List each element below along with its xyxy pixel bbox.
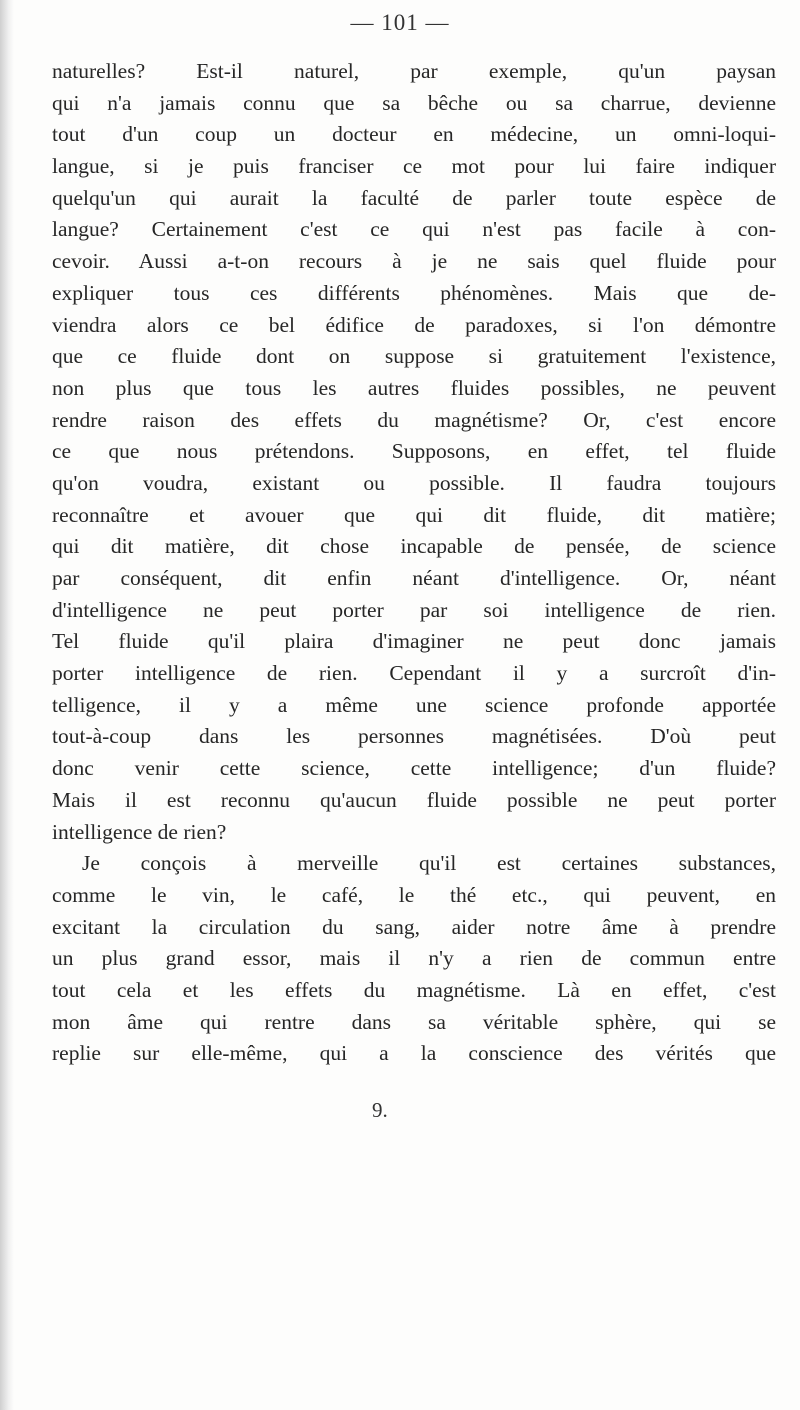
text-line: quelqu'un qui aurait la faculté de parler toute espèce de [52, 185, 776, 210]
text-line: qui dit matière, dit chose incapable de pensée, de science [52, 534, 776, 559]
text-line-paragraph-end: intelligence de rien? [52, 819, 227, 844]
text-line: replie sur elle-même, qui a la conscience des vérités que [52, 1041, 776, 1066]
text-line: cevoir. Aussi a-t-on recours à je ne sais quel fluide pour [52, 249, 776, 274]
text-line: qu'on voudra, existant ou possible. Il faudra toujours [52, 470, 776, 495]
text-line: tout d'un coup un docteur en médecine, un omni-loqui- [52, 122, 776, 147]
text-line: comme le vin, le café, le thé etc., qui peuvent, en [52, 882, 776, 907]
page-number-header: — 101 — [350, 10, 450, 35]
text-line: porter intelligence de rien. Cependant il y a surcroît d'in- [52, 661, 776, 686]
page-binding-shadow [0, 0, 14, 1410]
text-line: un plus grand essor, mais il n'y a rien de commun entre [52, 946, 776, 971]
signature-mark: 9. [372, 1098, 388, 1122]
text-line: expliquer tous ces différents phénomènes. Mais que de- [52, 280, 776, 305]
text-line: Mais il est reconnu qu'aucun fluide possible ne peut porter [52, 787, 776, 812]
text-line: que ce fluide dont on suppose si gratuitement l'existence, [52, 344, 776, 369]
text-line: telligence, il y a même une science profonde apportée [52, 692, 776, 717]
text-line: langue? Certainement c'est ce qui n'est pas facile à con- [52, 217, 776, 242]
text-line: non plus que tous les autres fluides possibles, ne peuvent [52, 375, 776, 400]
text-line: donc venir cette science, cette intelligence; d'un fluide? [52, 756, 776, 781]
text-line: d'intelligence ne peut porter par soi intelligence de rien. [52, 597, 776, 622]
text-line: langue, si je puis franciser ce mot pour lui faire indiquer [52, 154, 776, 179]
text-line: Tel fluide qu'il plaira d'imaginer ne peut donc jamais [52, 629, 776, 654]
text-line: tout-à-coup dans les personnes magnétisées. D'où peut [52, 724, 776, 749]
text-line: viendra alors ce bel édifice de paradoxes, si l'on démontre [52, 312, 776, 337]
text-line-paragraph-start: Je conçois à merveille qu'il est certaines substances, [82, 851, 776, 876]
text-line: par conséquent, dit enfin néant d'intelligence. Or, néant [52, 566, 776, 590]
text-line: mon âme qui rentre dans sa véritable sphère, qui se [52, 1009, 776, 1034]
text-line: ce que nous prétendons. Supposons, en effet, tel fluide [52, 439, 776, 464]
text-line: naturelles? Est-il naturel, par exemple, qu'un paysan [52, 59, 776, 83]
body-text [52, 56, 776, 1070]
text-line: excitant la circulation du sang, aider notre âme à prendre [52, 914, 776, 939]
text-line: rendre raison des effets du magnétisme? Or, c'est encore [52, 407, 776, 432]
text-line: qui n'a jamais connu que sa bêche ou sa charrue, devienne [52, 90, 776, 115]
text-line: tout cela et les effets du magnétisme. Là en effet, c'est [52, 977, 776, 1002]
text-line: reconnaître et avouer que qui dit fluide, dit matière; [52, 502, 776, 527]
